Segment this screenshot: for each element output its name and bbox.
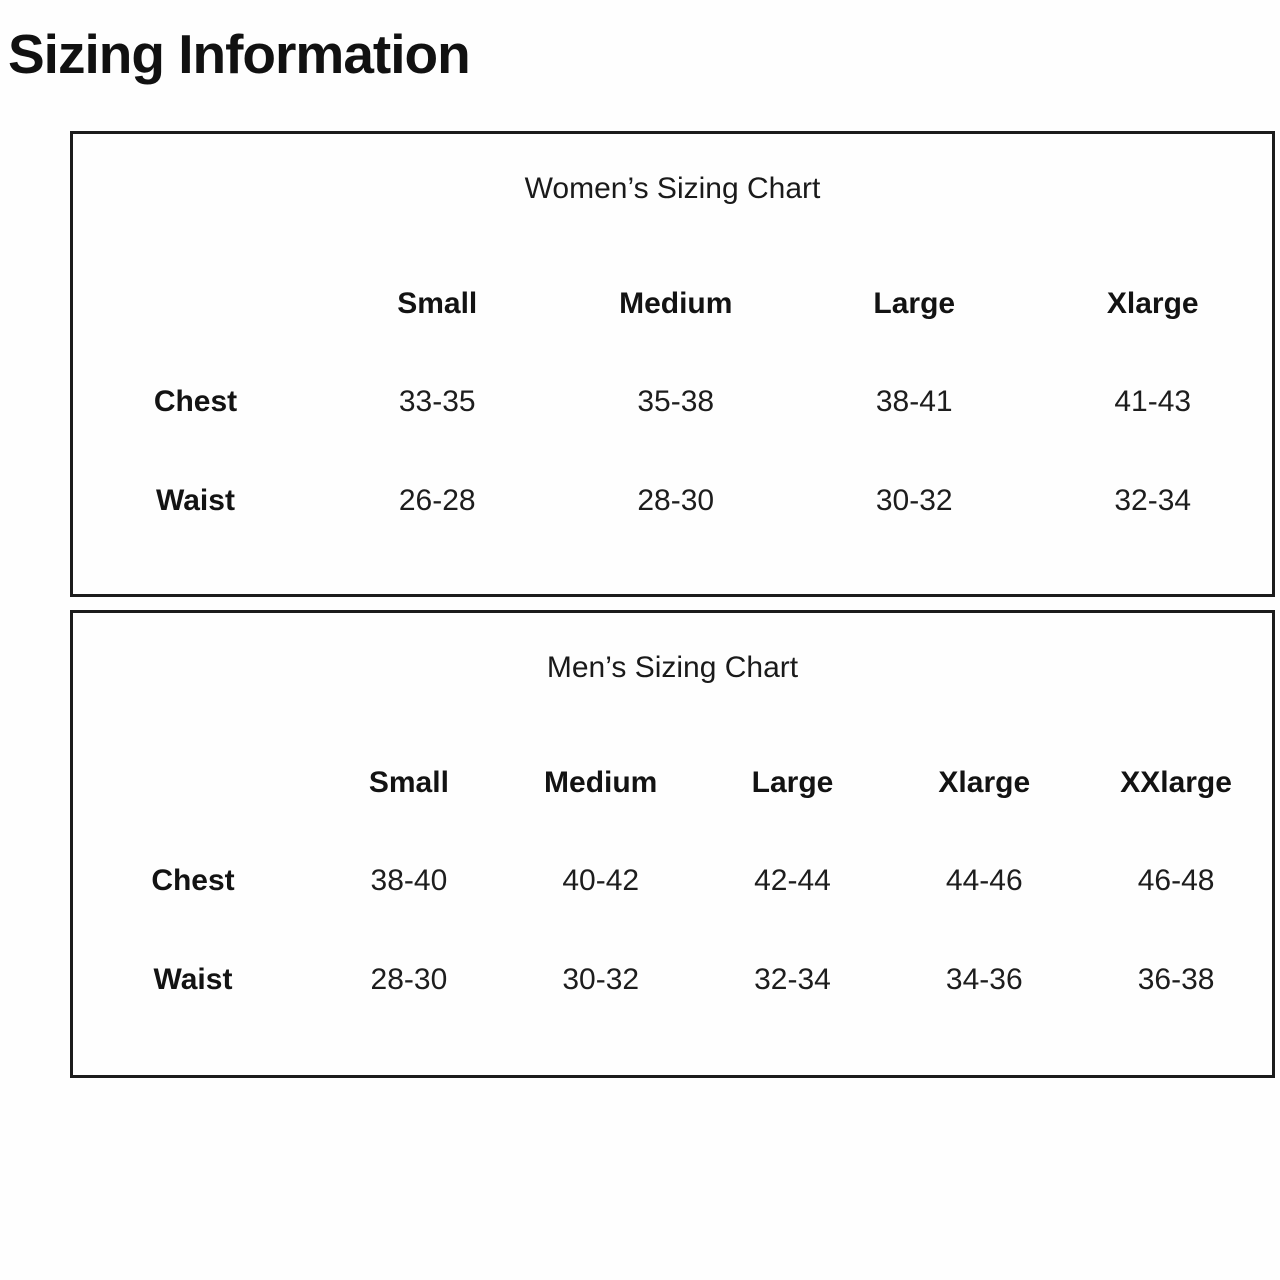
womens-waist-xlarge: 32-34 — [1114, 484, 1192, 517]
mens-header-row — [73, 765, 1272, 801]
mens-waist-medium: 30-32 — [562, 963, 640, 996]
womens-waist-small: 26-28 — [398, 484, 476, 517]
womens-waist-row — [73, 483, 1272, 519]
womens-waist-large: 30-32 — [875, 484, 953, 517]
mens-waist-xxlarge: 36-38 — [1137, 963, 1215, 996]
mens-chart-title: Men’s Sizing Chart — [546, 651, 799, 684]
mens-chest-row — [73, 863, 1272, 899]
mens-waist-label: Waist — [153, 963, 233, 996]
mens-sizing-chart-box — [70, 610, 1275, 1078]
womens-chest-xlarge: 41-43 — [1114, 385, 1192, 418]
womens-chest-label: Chest — [153, 385, 238, 418]
mens-chest-xlarge: 44-46 — [945, 864, 1023, 897]
womens-waist-label: Waist — [156, 484, 235, 517]
womens-header-row — [73, 286, 1272, 322]
mens-col-xxlarge: XXlarge — [1120, 766, 1232, 799]
mens-chest-small: 38-40 — [370, 864, 448, 897]
mens-chest-label: Chest — [151, 864, 235, 897]
mens-col-small: Small — [368, 766, 449, 799]
mens-waist-row — [73, 962, 1272, 998]
womens-waist-medium: 28-30 — [637, 484, 715, 517]
mens-col-large: Large — [751, 766, 834, 799]
womens-chart-title: Women’s Sizing Chart — [524, 172, 821, 205]
womens-col-medium: Medium — [619, 287, 733, 320]
womens-sizing-chart-box — [70, 131, 1275, 597]
mens-chest-xxlarge: 46-48 — [1137, 864, 1215, 897]
mens-chest-large: 42-44 — [754, 864, 831, 897]
mens-corner-cell — [73, 765, 313, 801]
mens-chest-medium: 40-42 — [562, 864, 640, 897]
womens-chest-small: 33-35 — [398, 385, 476, 418]
page-title: Sizing Information — [8, 23, 470, 85]
mens-col-xlarge: Xlarge — [938, 766, 1031, 799]
mens-waist-xlarge: 34-36 — [945, 963, 1023, 996]
mens-waist-small: 28-30 — [370, 963, 448, 996]
mens-waist-large: 32-34 — [754, 963, 831, 996]
womens-col-small: Small — [397, 287, 478, 320]
womens-chest-row — [73, 384, 1272, 420]
womens-col-xlarge: Xlarge — [1106, 287, 1199, 320]
womens-chest-medium: 35-38 — [637, 385, 715, 418]
womens-col-large: Large — [873, 287, 956, 320]
womens-corner-cell — [73, 286, 318, 322]
mens-col-medium: Medium — [544, 766, 658, 799]
womens-chest-large: 38-41 — [875, 385, 953, 418]
